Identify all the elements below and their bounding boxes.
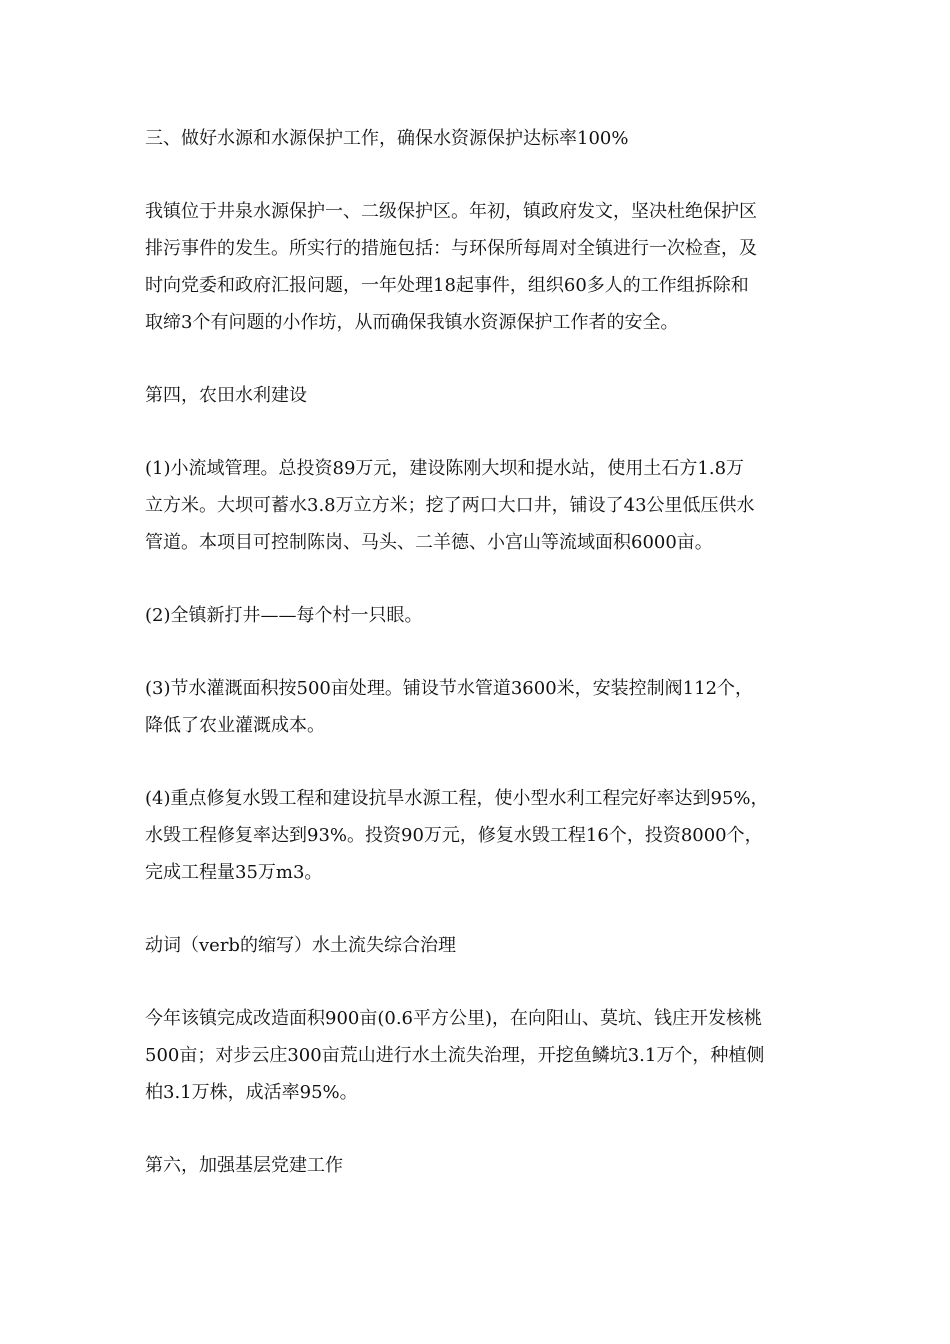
- paragraph-item-4: [145, 780, 815, 891]
- section-heading-farmland-irrigation: [145, 377, 815, 414]
- paragraph-soil-erosion: [145, 1000, 815, 1111]
- paragraph-item-3: [145, 670, 815, 744]
- text-line: 降低了农业灌溉成本。: [145, 715, 325, 736]
- text-line: 取缔3个有问题的小作坊，从而确保我镇水资源保护工作者的安全。: [145, 312, 679, 333]
- text-line: 完成工程量35万m3。: [145, 862, 323, 883]
- text-line: 第六，加强基层党建工作: [145, 1155, 343, 1176]
- text-line: 动词（verb的缩写）水土流失综合治理: [145, 935, 456, 956]
- text-line: 排污事件的发生。所实行的措施包括：与环保所每周对全镇进行一次检查，及: [145, 238, 757, 259]
- paragraph-item-1: [145, 450, 815, 561]
- text-line: 柏3.1万株，成活率95%。: [145, 1082, 358, 1103]
- text-line: (1)小流域管理。总投资89万元，建设陈刚大坝和提水站，使用土石方1.8万: [145, 458, 745, 479]
- text-line: 三、做好水源和水源保护工作，确保水资源保护达标率100%: [145, 128, 629, 149]
- text-line: 500亩；对步云庄300亩荒山进行水土流失治理，开挖鱼鳞坑3.1万个，种植侧: [145, 1045, 765, 1066]
- text-line: 我镇位于井泉水源保护一、二级保护区。年初，镇政府发文，坚决杜绝保护区: [145, 201, 757, 222]
- text-line: 第四，农田水利建设: [145, 385, 307, 406]
- text-line: 立方米。大坝可蓄水3.8万立方米；挖了两口大口井，铺设了43公里低压供水: [145, 495, 755, 516]
- text-line: 管道。本项目可控制陈岗、马头、二羊德、小宫山等流域面积6000亩。: [145, 532, 713, 553]
- document-body: [145, 120, 815, 1220]
- section-heading-soil-erosion: [145, 927, 815, 964]
- paragraph-water-protection: [145, 193, 815, 341]
- paragraph-item-2: [145, 597, 815, 634]
- section-heading-water-source: [145, 120, 815, 157]
- text-line: (4)重点修复水毁工程和建设抗旱水源工程，使小型水利工程完好率达到95%，: [145, 788, 769, 809]
- text-line: (2)全镇新打井——每个村一只眼。: [145, 605, 423, 626]
- text-line: 水毁工程修复率达到93%。投资90万元，修复水毁工程16个，投资8000个，: [145, 825, 763, 846]
- text-line: (3)节水灌溉面积按500亩处理。铺设节水管道3600米，安装控制阀112个，: [145, 678, 754, 699]
- text-line: 今年该镇完成改造面积900亩(0.6平方公里)，在向阳山、莫坑、钱庄开发核桃: [145, 1008, 763, 1029]
- text-line: 时向党委和政府汇报问题，一年处理18起事件，组织60多人的工作组拆除和: [145, 275, 749, 296]
- section-heading-party-building: [145, 1147, 815, 1184]
